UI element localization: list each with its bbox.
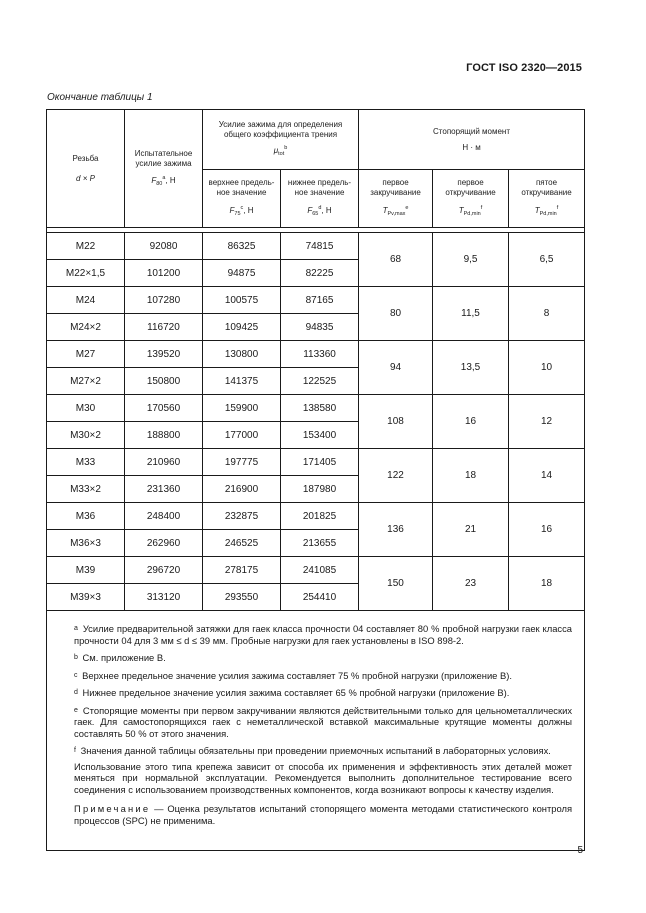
- standard-code: ГОСТ ISO 2320—2015: [466, 62, 582, 74]
- upper-limit-cell: 109425: [203, 314, 281, 341]
- upper-limit-cell: 130800: [203, 341, 281, 368]
- table-row: [47, 395, 585, 422]
- upper-limit-cell: 141375: [203, 368, 281, 395]
- nut-test-table: [46, 109, 585, 851]
- lower-limit-cell: 87165: [281, 287, 359, 314]
- lower-limit-cell: 201825: [281, 503, 359, 530]
- lower-limit-cell: 82225: [281, 260, 359, 287]
- header-fifth-loosening: пятое откручивание $T_{Pd,min}^f$: [509, 170, 585, 228]
- lower-limit-cell: 113360: [281, 341, 359, 368]
- footnote-c: $^c$ Верхнее предельное значение усилия зажима составляет 75 % пробной нагрузки (приложение В).: [74, 669, 512, 681]
- table-row: [47, 341, 585, 368]
- footnote-b: $^b$ См. приложение В.: [74, 652, 166, 663]
- footnote-f-continuation: Использование этого типа крепежа зависит от способа их применения и эффективность этих деталей может меняться при нормальной эксплуатации. Рекомендуется выполнить дополнительное тестирование всего соединения с использованием производственных компонентов, когда возникают вопросы к качеству изделия.: [74, 760, 573, 795]
- test-load-cell: 296720: [125, 557, 203, 584]
- lower-limit-cell: 241085: [281, 557, 359, 584]
- thread-cell: M36: [47, 503, 125, 530]
- fifth-loosening-torque-cell: 18: [509, 557, 585, 611]
- thread-cell: M27×2: [47, 368, 125, 395]
- test-load-cell: 210960: [125, 449, 203, 476]
- header-clamp-force-group: Усилие зажима для определения общего коэффициента трения $\mu_{tot}^b$: [203, 110, 359, 170]
- test-load-cell: 188800: [125, 422, 203, 449]
- thread-cell: M39×3: [47, 584, 125, 611]
- upper-limit-cell: 232875: [203, 503, 281, 530]
- table-row: [47, 557, 585, 584]
- first-loosening-torque-cell: 16: [433, 395, 509, 449]
- table-caption: Окончание таблицы 1: [47, 92, 153, 103]
- upper-limit-cell: 197775: [203, 449, 281, 476]
- upper-limit-cell: 293550: [203, 584, 281, 611]
- first-loosening-torque-cell: 23: [433, 557, 509, 611]
- header-first-loosening: первое откручивание $T_{Pd,min}^f$: [433, 170, 509, 228]
- footnotes: [47, 611, 585, 851]
- fifth-loosening-torque-cell: 8: [509, 287, 585, 341]
- first-tightening-torque-cell: 68: [359, 233, 433, 287]
- fifth-loosening-torque-cell: 16: [509, 503, 585, 557]
- upper-limit-cell: 246525: [203, 530, 281, 557]
- first-tightening-torque-cell: 108: [359, 395, 433, 449]
- first-tightening-torque-cell: 94: [359, 341, 433, 395]
- first-loosening-torque-cell: 18: [433, 449, 509, 503]
- test-load-cell: 248400: [125, 503, 203, 530]
- header-first-tightening: первое закручивание $T_{Pv,max}^e$: [359, 170, 433, 228]
- lower-limit-cell: 187980: [281, 476, 359, 503]
- test-load-cell: 170560: [125, 395, 203, 422]
- thread-cell: M22×1,5: [47, 260, 125, 287]
- fifth-loosening-torque-cell: 10: [509, 341, 585, 395]
- header-upper-limit: верхнее предель- ное значение $F_{75}^c$, Н: [203, 170, 281, 228]
- upper-limit-cell: 159900: [203, 395, 281, 422]
- footnote-a: $^a$ Усилие предварительной затяжки для гаек класса прочности 04 составляет 80 % пробной нагрузки гаек класса прочности 04 для 3 мм ≤ d ≤ 39 мм. Пробные нагрузки для гаек установлены в ISO 898-2.: [74, 623, 573, 646]
- test-load-cell: 116720: [125, 314, 203, 341]
- first-loosening-torque-cell: 21: [433, 503, 509, 557]
- lower-limit-cell: 171405: [281, 449, 359, 476]
- header-thread: Резьба d × P: [47, 110, 125, 228]
- lower-limit-cell: 254410: [281, 584, 359, 611]
- first-tightening-torque-cell: 150: [359, 557, 433, 611]
- first-loosening-torque-cell: 13,5: [433, 341, 509, 395]
- fifth-loosening-torque-cell: 14: [509, 449, 585, 503]
- lower-limit-cell: 94835: [281, 314, 359, 341]
- thread-cell: M30×2: [47, 422, 125, 449]
- lower-limit-cell: 213655: [281, 530, 359, 557]
- upper-limit-cell: 100575: [203, 287, 281, 314]
- lower-limit-cell: 74815: [281, 233, 359, 260]
- test-load-cell: 139520: [125, 341, 203, 368]
- table-row: [47, 503, 585, 530]
- thread-cell: M39: [47, 557, 125, 584]
- thread-cell: M30: [47, 395, 125, 422]
- thread-cell: M24: [47, 287, 125, 314]
- footnote-d: $^d$ Нижнее предельное значение усилия зажима составляет 65 % пробной нагрузки (приложение В).: [74, 687, 510, 698]
- header-torque-group: Стопорящий момент Н · м: [359, 110, 585, 170]
- test-load-cell: 92080: [125, 233, 203, 260]
- lower-limit-cell: 138580: [281, 395, 359, 422]
- header-lower-limit: нижнее предель- ное значение $F_{65}^d$, Н: [281, 170, 359, 228]
- lower-limit-cell: 153400: [281, 422, 359, 449]
- table-row: [47, 287, 585, 314]
- thread-cell: M33×2: [47, 476, 125, 503]
- first-tightening-torque-cell: 136: [359, 503, 433, 557]
- upper-limit-cell: 177000: [203, 422, 281, 449]
- fifth-loosening-torque-cell: 12: [509, 395, 585, 449]
- upper-limit-cell: 94875: [203, 260, 281, 287]
- upper-limit-cell: 278175: [203, 557, 281, 584]
- thread-cell: M27: [47, 341, 125, 368]
- test-load-cell: 262960: [125, 530, 203, 557]
- lower-limit-cell: 122525: [281, 368, 359, 395]
- first-tightening-torque-cell: 80: [359, 287, 433, 341]
- footnote-e: $^e$ Стопорящие моменты при первом закручивании являются действительными только для цельнометаллических гаек. Для самостопорящихся гаек с неметаллической вставкой максимальные крутящие моменты должны составлять 50 % от этого значения.: [74, 704, 573, 739]
- table-row: [47, 233, 585, 260]
- header-test-load: Испытательное усилие зажима $F_{80}^a$, Н: [125, 110, 203, 228]
- table-remark: Примечание — Оценка результатов испытаний стопорящего момента методами статистического контроля процессов (SPC) не применима.: [74, 803, 573, 826]
- thread-cell: M36×3: [47, 530, 125, 557]
- upper-limit-cell: 216900: [203, 476, 281, 503]
- thread-cell: M33: [47, 449, 125, 476]
- test-load-cell: 313120: [125, 584, 203, 611]
- first-tightening-torque-cell: 122: [359, 449, 433, 503]
- thread-cell: M22: [47, 233, 125, 260]
- test-load-cell: 107280: [125, 287, 203, 314]
- table-row: [47, 449, 585, 476]
- upper-limit-cell: 86325: [203, 233, 281, 260]
- test-load-cell: 150800: [125, 368, 203, 395]
- table-body: [47, 233, 585, 611]
- test-load-cell: 231360: [125, 476, 203, 503]
- thread-cell: M24×2: [47, 314, 125, 341]
- first-loosening-torque-cell: 11,5: [433, 287, 509, 341]
- page-number: 5: [577, 845, 583, 856]
- first-loosening-torque-cell: 9,5: [433, 233, 509, 287]
- test-load-cell: 101200: [125, 260, 203, 287]
- fifth-loosening-torque-cell: 6,5: [509, 233, 585, 287]
- footnote-f: $^f$ Значения данной таблицы обязательны при проведении приемочных испытаний в лабораторных условиях.: [74, 745, 551, 756]
